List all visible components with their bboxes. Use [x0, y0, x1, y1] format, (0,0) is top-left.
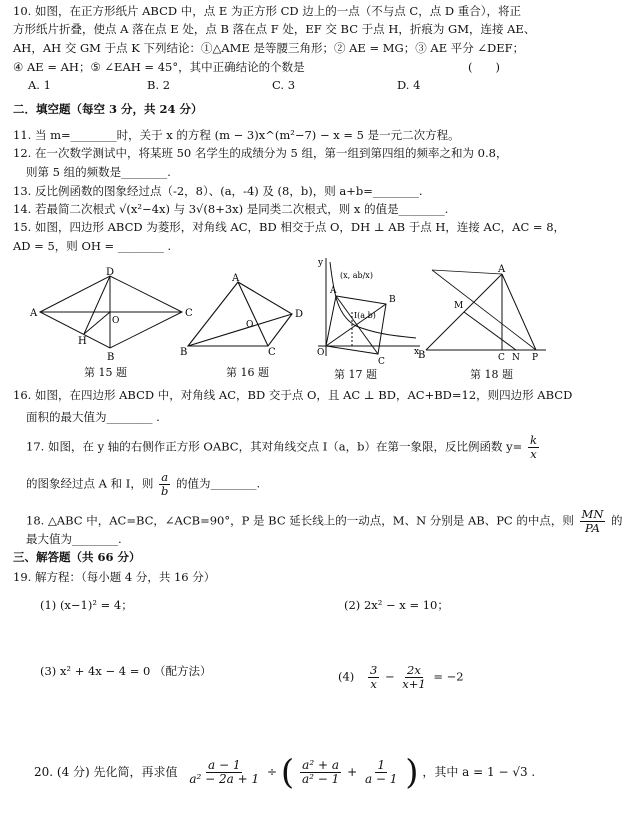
- q18-mn: MN: [581, 507, 604, 521]
- fig15-label-d: D: [106, 267, 115, 278]
- q19-frac1-den: x: [370, 677, 377, 691]
- q20-div: ÷: [266, 765, 278, 779]
- q10-option-d: D. 4: [397, 78, 421, 92]
- q19-minus: −: [384, 669, 395, 684]
- figure-15: [28, 268, 198, 362]
- q19-part4: [338, 664, 464, 691]
- q19-frac2-num: 2x: [407, 663, 421, 677]
- fig16-label-a: A: [232, 273, 240, 284]
- fig17-label-i: I(a,b): [354, 311, 376, 320]
- figure-18: [418, 266, 554, 362]
- figure-16: [180, 272, 310, 356]
- fig18-label-b: B: [418, 350, 426, 361]
- q10-option-a: A. 1: [28, 78, 51, 92]
- q17-k-over-x: [528, 434, 539, 461]
- q16-line2: 面积的最大值为________ .: [26, 410, 160, 424]
- q17-text: 17. 如图，在 y 轴的右侧作正方形 OABC，其对角线交点 I（a，b）在第一象限，反比例函数 y=: [26, 439, 523, 454]
- fig17-label-x: x: [414, 347, 420, 357]
- fig15-label-o: O: [112, 316, 120, 326]
- q10-option-b: B. 2: [147, 78, 171, 92]
- fig16-label-b: B: [180, 347, 188, 358]
- fig18-label-c: C: [498, 353, 505, 363]
- q14: 14. 若最简二次根式 √(x²−4x) 与 3√(8+3x) 是同类二次根式，则 x 的值是________.: [13, 202, 449, 216]
- q11: 11. 当 m=________时，关于 x 的方程 (m − 3)x^(m²−7) − x = 5 是一元二次方程。: [13, 128, 460, 142]
- q16-line1: 16. 如图，在四边形 ABCD 中，对角线 AC，BD 交于点 O，且 AC ⊥ BD，AC+BD=12，则四边形 ABCD: [13, 388, 573, 402]
- figure-18-caption: 第 18 题: [470, 368, 513, 381]
- q10-option-c: C. 3: [272, 78, 296, 92]
- q18-mn-over-pa: [580, 508, 606, 535]
- fig17-label-y: y: [318, 258, 324, 268]
- q18-text2: 的: [611, 513, 623, 528]
- q15-line2: AD = 5，则 OH = ________ .: [13, 239, 172, 253]
- q17-text3: 的值为________.: [176, 476, 261, 491]
- q20-label: 20. (4 分) 先化简，再求值: [34, 765, 178, 779]
- q18-text: 18. △ABC 中，AC=BC，∠ACB=90°，P 是 BC 延长线上的一动点，M、N 分别是 AB、PC 的中点，则: [26, 513, 574, 528]
- figure-16-caption: 第 16 题: [226, 366, 269, 379]
- q20-frac3-num: 1: [377, 758, 386, 772]
- fig17-label-o: O: [317, 348, 325, 358]
- q19-part1: (1) (x−1)² = 4；: [40, 598, 133, 612]
- figure-17-caption: 第 17 题: [334, 368, 377, 381]
- q20-frac2-den: a² − 1: [301, 772, 340, 786]
- q17-b: b: [160, 484, 169, 498]
- section-3-heading: 三、解答题（共 66 分）: [13, 550, 141, 564]
- q10-answer-paren: ( ): [468, 60, 500, 74]
- fig18-label-n: N: [512, 353, 520, 363]
- fig17-label-b: B: [389, 295, 396, 305]
- q17-a-over-b: [159, 471, 170, 498]
- fig16-label-c: C: [268, 347, 276, 358]
- q17-line2: [26, 471, 260, 498]
- q20-right-paren: ): [405, 752, 419, 793]
- q17-text2: 的图象经过点 A 和 I，则: [26, 476, 154, 491]
- q17-a: a: [161, 470, 169, 484]
- q19-frac1-num: 3: [369, 663, 378, 677]
- q12-line2: 则第 5 组的频数是________.: [26, 165, 171, 179]
- q20-frac2-num: a² + a: [302, 758, 339, 772]
- fig16-label-d: D: [295, 309, 304, 320]
- q10-line3: AH，AH 交 GM 于点 K 下列结论：①△AME 是等腰三角形；② AE = MG；③ AE 平分 ∠DEF；: [13, 41, 525, 55]
- q19-rhs: = −2: [433, 669, 464, 684]
- q20-frac3: [363, 759, 399, 786]
- q19-part2: (2) 2x² − x = 10；: [344, 598, 449, 612]
- fig18-label-m: M: [454, 301, 464, 311]
- fig15-label-c: C: [185, 308, 193, 319]
- q19-part4-label: (4): [338, 669, 355, 684]
- q20-frac1-den: a² − 2a + 1: [189, 772, 260, 786]
- q12-line1: 12. 在一次数学测试中，将某班 50 名学生的成绩分为 5 组，第一组到第四组的频率之和为 0.8，: [13, 146, 508, 160]
- q20-frac1-num: a − 1: [208, 758, 241, 772]
- fig18-label-a: A: [498, 264, 506, 275]
- q20-frac1: [187, 759, 261, 786]
- fig17-label-a: A: [330, 286, 337, 296]
- q20-left-paren: (: [280, 752, 295, 793]
- q10-line1: 10. 如图，在正方形纸片 ABCD 中，点 E 为正方形 CD 边上的一点（不与点 C，点 D 重合），将正: [13, 4, 522, 18]
- q19-frac2-den: x+1: [402, 677, 426, 691]
- fig18-label-p: P: [532, 353, 539, 363]
- fig15-label-b: B: [107, 352, 115, 363]
- section-2-heading: 二．填空题（每空 3 分，共 24 分）: [13, 102, 203, 116]
- q20-tail: ，其中 a = 1 − √3 .: [422, 765, 536, 779]
- q17-k: k: [529, 433, 537, 447]
- q18-line1: [26, 508, 623, 535]
- q15-line1: 15. 如图，四边形 ABCD 为菱形，对角线 AC，BD 相交于点 O，DH ⊥ AB 于点 H，连接 AC，AC = 8，: [13, 220, 566, 234]
- q18-line2: 最大值为________.: [26, 532, 122, 546]
- q19-part3: (3) x² + 4x − 4 = 0 （配方法）: [40, 664, 212, 678]
- fig17-label-note: (x, ab/x): [340, 271, 373, 280]
- q13: 13. 反比例函数的图象经过点（-2，8）、(a，-4) 及 (8，b)，则 a+b=________.: [13, 184, 423, 198]
- q20-frac3-den: a − 1: [364, 772, 398, 786]
- fig15-label-a: A: [30, 308, 38, 319]
- q10-line4: ④ AE = AH；⑤ ∠EAH = 45°，其中正确结论的个数是: [13, 60, 305, 74]
- q20: [34, 752, 535, 792]
- q19-frac-2x-over-x1: [400, 664, 427, 691]
- q19-frac-3-over-x: [368, 664, 379, 691]
- q17-x: x: [530, 447, 537, 461]
- fig16-label-o: O: [246, 320, 254, 330]
- q17-line1: [26, 434, 541, 461]
- figure-17: [316, 256, 424, 368]
- q19-heading: 19. 解方程：（每小题 4 分，共 16 分）: [13, 570, 216, 584]
- q20-frac2: [300, 759, 341, 786]
- q20-plus: +: [347, 765, 358, 779]
- fig17-label-c: C: [378, 357, 385, 367]
- fig15-label-h: H: [78, 336, 87, 347]
- figure-15-caption: 第 15 题: [84, 366, 127, 379]
- q18-pa: PA: [584, 521, 600, 535]
- q10-line2: 方形纸片折叠，使点 A 落在点 E 处，点 B 落在点 F 处，EF 交 BC 于点 H，折痕为 GM，连接 AE、: [13, 22, 536, 36]
